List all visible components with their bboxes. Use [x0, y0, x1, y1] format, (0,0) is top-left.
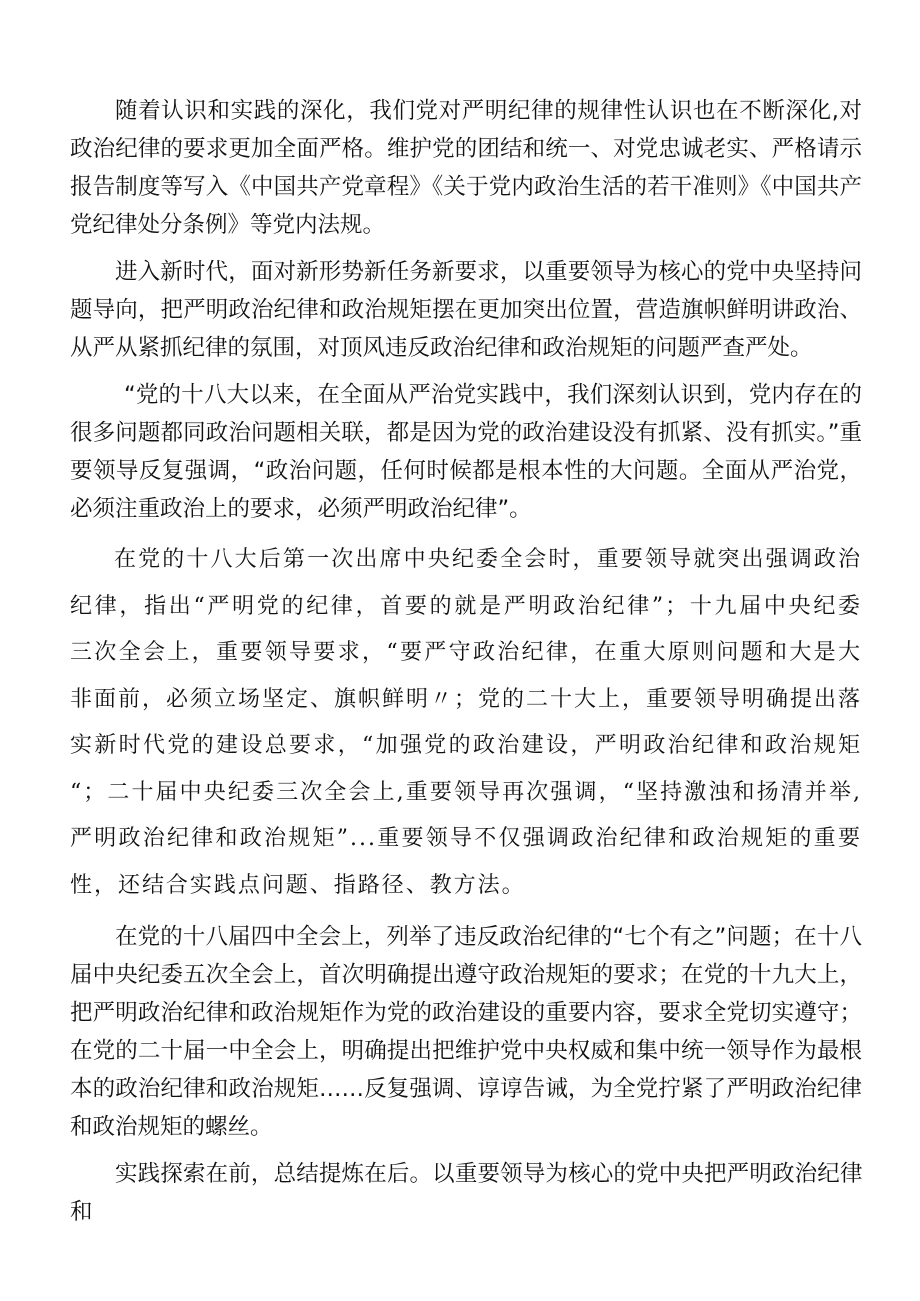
paragraph: 随着认识和实践的深化，我们党对严明纪律的规律性认识也在不断深化,对政治纪律的要求更加全面严格。维护党的团结和统一、对党忠诚老实、严格请示报告制度等写入《中国共产党章程》《关于党内政治生活的若干准则》《中国共产党纪律处分条例》等党内法规。: [70, 98, 862, 238]
paragraph: “党的十八大以来，在全面从严治党实践中，我们深刻认识到，党内存在的很多问题都同政治问题相关联，都是因为党的政治建设没有抓紧、没有抓实。”重要领导反复强调，“政治问题，任何时候都是根本性的大问题。全面从严治党，必须注重政治上的要求，必须严明政治纪律”。: [70, 382, 862, 522]
paragraph: 进入新时代，面对新形势新任务新要求，以重要领导为核心的党中央坚持问题导向，把严明政治纪律和政治规矩摆在更加突出位置，营造旗帜鲜明讲政治、从严从紧抓纪律的氛围，对顶风违反政治纪律和政治规矩的问题严查严处。: [70, 259, 862, 361]
paragraph: 在党的十八届四中全会上，列举了违反政治纪律的“七个有之”问题；在十八届中央纪委五次全会上，首次明确提出遵守政治规矩的要求；在党的十九大上，把严明政治纪律和政治规矩作为党的政治建设的重要内容，要求全党切实遵守；在党的二十届一中全会上，明确提出把维护党中央权威和集中统一领导作为最根本的政治纪律和政治规矩……反复强调、谆谆告诫，为全党拧紧了严明政治纪律和政治规矩的螺丝。: [70, 924, 862, 1140]
paragraph: 在党的十八大后第一次出席中央纪委全会时，重要领导就突出强调政治纪律，指出“严明党的纪律，首要的就是严明政治纪律”；十九届中央纪委三次全会上，重要领导要求，“要严守政治纪律，在重大原则问题和大是大非面前，必须立场坚定、旗帜鲜明〃；党的二十大上，重要领导明确提出落实新时代党的建设总要求，“加强党的政治建设，严明政治纪律和政治规矩“；二十届中央纪委三次全会上,重要领导再次强调，“坚持激浊和扬清并举,严明政治纪律和政治规矩”...重要领导不仅强调政治纪律和政治规矩的重要性，还结合实践点问题、指路径、教方法。: [70, 547, 862, 898]
paragraph: 实践探索在前，总结提炼在后。以重要领导为核心的党中央把严明政治纪律和: [70, 1161, 862, 1225]
